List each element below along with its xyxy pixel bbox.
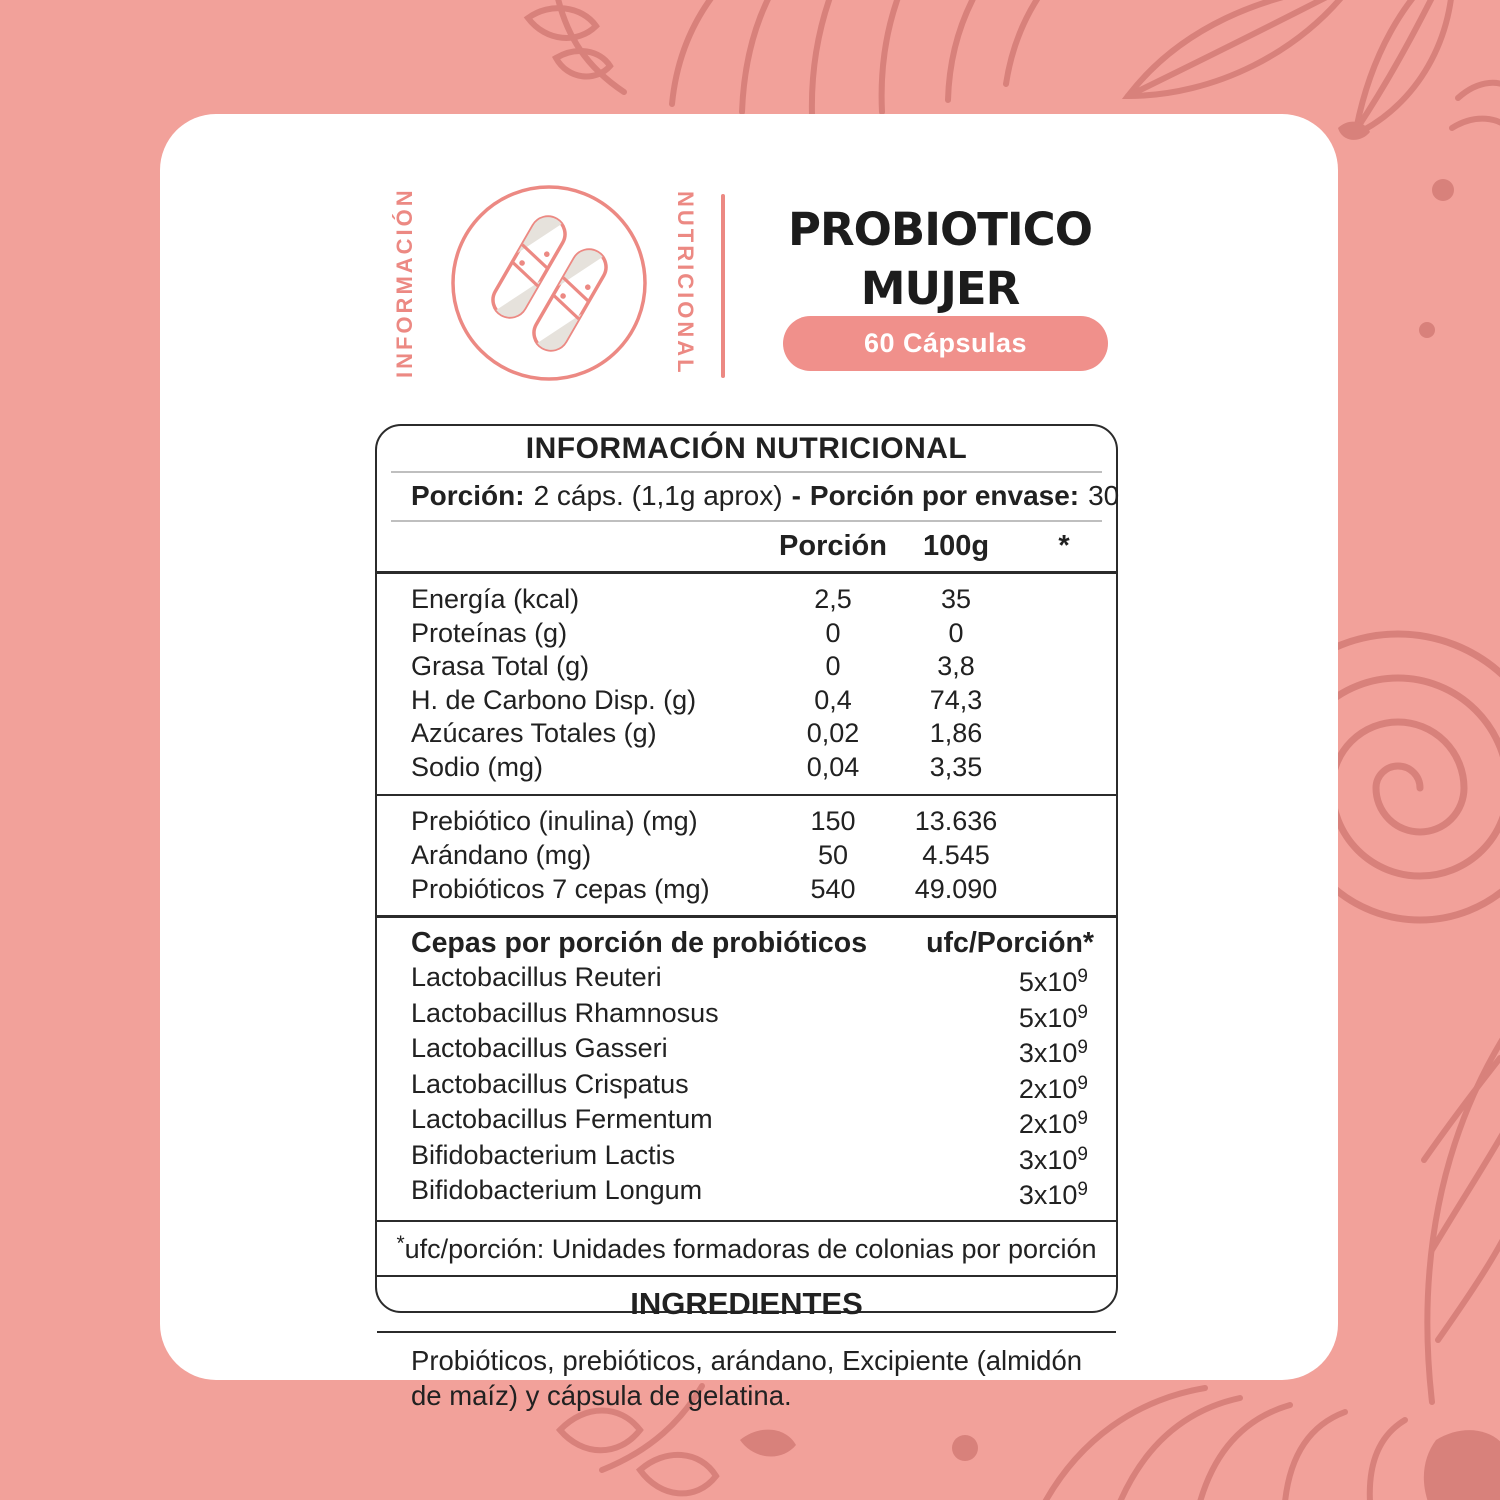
strain-row: Lactobacillus Crispatus $2x10^9$ [411,1068,1088,1104]
col-header-asterisk: * [1058,530,1070,562]
strain-row: Lactobacillus Fermentum $2x10^9$ [411,1104,1088,1139]
product-title-line2: MUJER [860,262,1020,315]
vertical-label-nutricional: NUTRICIONAL [673,190,698,376]
header-divider [721,194,725,378]
nutrient-row: Proteínas (g) 0 0 [411,617,964,648]
ufc-footnote: *ufc/porción: Unidades formadoras de colonias por porción [396,1231,1097,1264]
active-row: Prebiótico (inulina) (mg) 150 13.636 [411,806,998,836]
nutrition-table [375,424,1120,1411]
strain-rows [377,961,1116,1220]
nutrient-row: Sodio (mg) 0,04 3,35 [411,751,983,782]
nutrient-rows [377,574,1116,794]
strains-header [377,918,1116,961]
strains-header-left: Cepas por porción de probióticos [411,927,868,959]
strain-row: Lactobacillus Reuteri $5x10^9$ [411,962,1088,997]
table-title: INFORMACIÓN NUTRICIONAL [525,432,968,465]
col-header-100g: 100g [922,530,990,562]
ingredients-title: INGREDIENTES [630,1285,863,1321]
active-rows [377,796,1116,915]
strain-row: Bifidobacterium Lactis $3x10^9$ [411,1139,1088,1175]
strain-row: Bifidobacterium Longum $3x10^9$ [411,1175,1088,1210]
active-row: Arándano (mg) 50 4.545 [411,840,990,870]
label-card [160,114,1338,1411]
capsules-icon [449,183,649,383]
strain-row: Lactobacillus Rhamnosus $5x10^9$ [411,997,1088,1033]
nutrient-row: Azúcares Totales (g) 0,02 1,86 [411,718,983,748]
product-title-line1: PROBIOTICO [788,203,1092,256]
nutrient-row: H. de Carbono Disp. (g) 0,4 74,3 [411,684,983,715]
nutrient-row: Grasa Total (g) 0 3,8 [411,651,975,681]
serving-row: Porción: 2 cáps. (1,1g aprox) - Porción por envase: 30 [411,480,1120,511]
capsule-count-badge: 60 Cápsulas [783,316,1108,371]
active-row: Probióticos 7 cepas (mg) 540 49.090 [411,874,998,904]
strains-header-right: ufc/Porción* [926,927,1094,959]
vertical-label-informacion: INFORMACIÓN [392,187,417,379]
nutrient-row: Energía (kcal) 2,5 35 [411,584,972,614]
ingredients-text: Probióticos, prebióticos, arándano, Excipiente (almidón de maíz) y cápsula de gelatina. [411,1344,1083,1411]
strain-row: Lactobacillus Gasseri $3x10^9$ [411,1033,1088,1068]
column-headers [377,522,1116,571]
col-header-porcion: Porción [779,530,887,562]
product-title [760,200,1120,318]
